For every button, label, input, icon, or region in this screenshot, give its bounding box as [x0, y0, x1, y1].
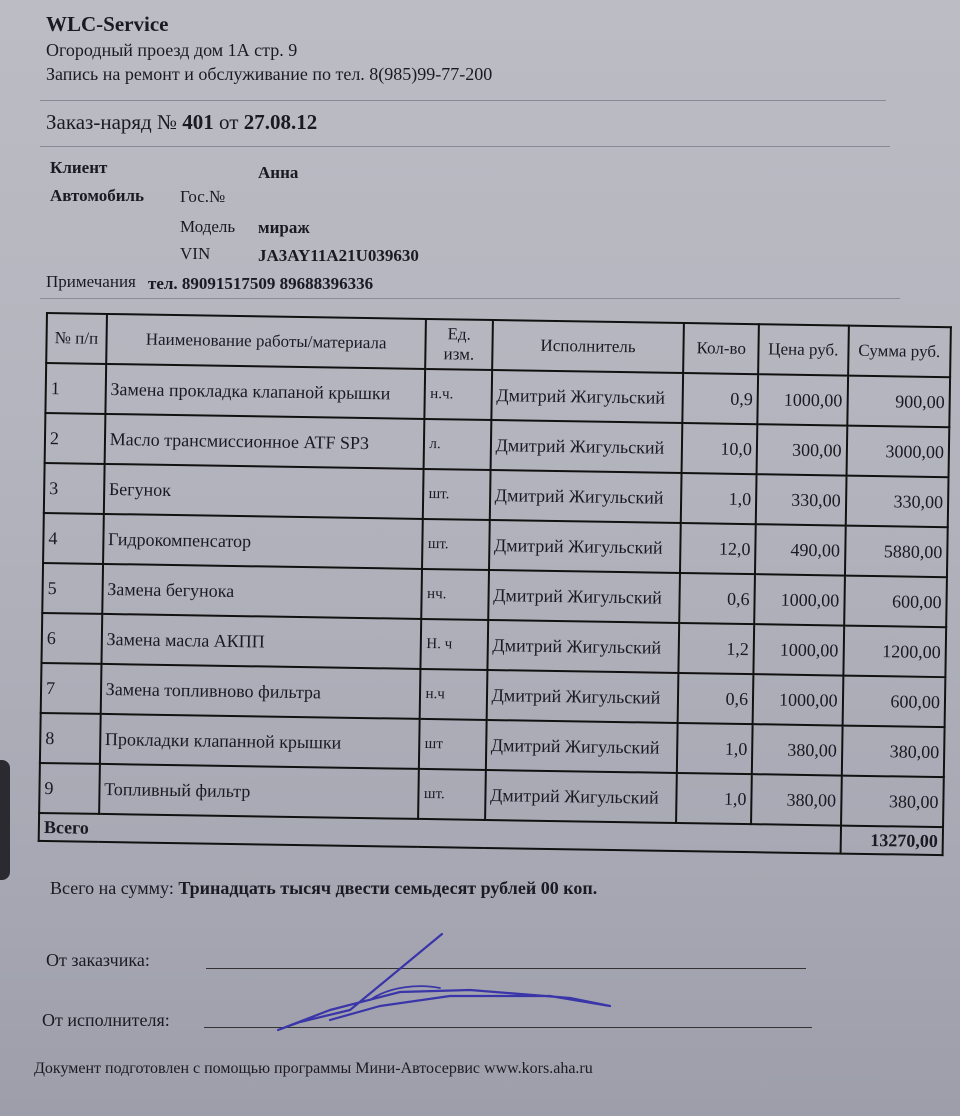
row-price: 1000,00	[753, 674, 843, 725]
header-num: № п/п	[46, 313, 106, 364]
row-unit: шт	[419, 719, 486, 770]
row-exec: Дмитрий Жигульский	[491, 370, 684, 423]
total-value: 13270,00	[840, 826, 943, 856]
row-qty: 0,9	[683, 373, 758, 424]
row-num: 8	[40, 713, 100, 764]
model-label: Модель	[180, 217, 236, 236]
row-sum: 380,00	[841, 726, 944, 778]
row-unit: шт.	[423, 469, 490, 520]
row-qty: 1,0	[681, 473, 756, 524]
row-unit: л.	[424, 419, 491, 470]
row-num: 7	[41, 663, 101, 714]
header-qty: Кол-во	[684, 323, 759, 374]
row-name: Замена топливново фильтра	[100, 664, 421, 719]
row-sum: 600,00	[842, 676, 945, 728]
order-number: 401	[182, 110, 214, 134]
sum-words-value: Тринадцать тысяч двести семьдесят рублей 00 коп.	[178, 878, 598, 898]
header-unit: Ед. изм.	[426, 319, 493, 370]
services-table	[38, 312, 952, 856]
row-qty: 1,0	[677, 773, 752, 824]
header-name: Наименование работы/материала	[106, 314, 427, 369]
executor-sign-label: От исполнителя:	[42, 1010, 170, 1030]
notes-value: тел. 89091517509 89688396336	[148, 274, 374, 293]
header-exec: Исполнитель	[492, 320, 685, 373]
sum-in-words	[50, 878, 597, 899]
row-name: Гидрокомпенсатор	[103, 514, 424, 569]
sum-label: Всего на сумму:	[50, 878, 174, 898]
order-prefix: Заказ-наряд №	[46, 110, 178, 134]
order-title	[46, 110, 317, 135]
row-num: 3	[44, 463, 104, 514]
row-price: 380,00	[752, 724, 842, 775]
row-qty: 0,6	[678, 673, 753, 724]
row-unit: шт.	[422, 519, 489, 570]
plate-label: Гос.№	[180, 187, 226, 206]
row-num: 6	[41, 613, 101, 664]
row-num: 4	[43, 513, 103, 564]
row-name: Прокладки клапанной крышки	[100, 714, 421, 769]
row-price: 330,00	[756, 474, 846, 525]
row-qty: 12,0	[680, 523, 755, 574]
total-label: Всего	[39, 813, 841, 854]
row-unit: н.ч	[420, 669, 487, 720]
row-sum: 900,00	[847, 376, 950, 428]
header-sum: Сумма руб.	[848, 326, 951, 378]
handwritten-signature	[270, 930, 630, 1040]
row-name: Замена прокладка клапаной крышки	[105, 364, 426, 419]
vin-value: JA3AY11A21U039630	[258, 246, 419, 265]
vin-label: VIN	[180, 244, 211, 263]
row-price: 1000,00	[754, 574, 844, 625]
row-num: 5	[42, 563, 102, 614]
row-qty: 1,2	[679, 623, 754, 674]
row-exec: Дмитрий Жигульский	[485, 720, 678, 773]
row-exec: Дмитрий Жигульский	[485, 770, 678, 823]
car-label: Автомобиль	[50, 186, 145, 205]
footer-note: Документ подготовлен с помощью программы Мини-Автосервис www.kors.aha.ru	[34, 1060, 593, 1077]
row-name: Бегунок	[104, 464, 425, 519]
row-num: 1	[45, 363, 105, 414]
row-price: 300,00	[757, 424, 847, 475]
row-price: 490,00	[755, 524, 845, 575]
company-address: Огородный проезд дом 1А стр. 9	[46, 40, 298, 60]
row-unit: нч.	[422, 569, 489, 620]
client-value: Анна	[258, 163, 299, 182]
row-sum: 600,00	[844, 576, 947, 628]
row-name: Топливный фильтр	[99, 764, 420, 819]
row-sum: 330,00	[845, 476, 948, 528]
row-exec: Дмитрий Жигульский	[488, 570, 681, 623]
row-num: 9	[39, 763, 99, 814]
row-qty: 1,0	[677, 723, 752, 774]
row-num: 2	[45, 413, 105, 464]
row-exec: Дмитрий Жигульский	[490, 420, 683, 473]
header-price: Цена руб.	[758, 324, 848, 375]
row-price: 1000,00	[753, 624, 843, 675]
row-exec: Дмитрий Жигульский	[486, 670, 679, 723]
row-sum: 380,00	[841, 776, 944, 828]
row-unit: шт.	[419, 769, 486, 820]
row-qty: 10,0	[682, 423, 757, 474]
row-sum: 5880,00	[845, 526, 948, 578]
order-divider	[40, 146, 890, 147]
client-label: Клиент	[50, 158, 108, 177]
order-date: 27.08.12	[243, 110, 318, 134]
row-exec: Дмитрий Жигульский	[487, 620, 680, 673]
row-unit: н.ч.	[425, 369, 492, 420]
customer-sign-label: От заказчика:	[46, 950, 150, 970]
row-unit: Н. ч	[421, 619, 488, 670]
company-phone: Запись на ремонт и обслуживание по тел. 8(985)99-77-200	[46, 64, 493, 84]
row-name: Масло трансмиссионное ATF SP3	[104, 414, 425, 469]
row-price: 380,00	[751, 774, 841, 825]
company-name: WLC-Service	[46, 12, 169, 36]
row-exec: Дмитрий Жигульский	[489, 520, 682, 573]
row-exec: Дмитрий Жигульский	[489, 470, 682, 523]
page-edge-shadow	[0, 760, 10, 880]
row-sum: 3000,00	[846, 426, 949, 478]
row-name: Замена бегунока	[102, 564, 423, 619]
model-value: мираж	[258, 218, 310, 237]
notes-label: Примечания	[46, 272, 136, 291]
row-price: 1000,00	[757, 374, 847, 425]
header-divider	[40, 100, 886, 101]
client-divider	[40, 298, 900, 299]
row-name: Замена масла АКПП	[101, 614, 422, 669]
row-qty: 0,6	[680, 573, 755, 624]
order-date-prefix: от	[219, 110, 239, 134]
row-sum: 1200,00	[843, 626, 946, 678]
